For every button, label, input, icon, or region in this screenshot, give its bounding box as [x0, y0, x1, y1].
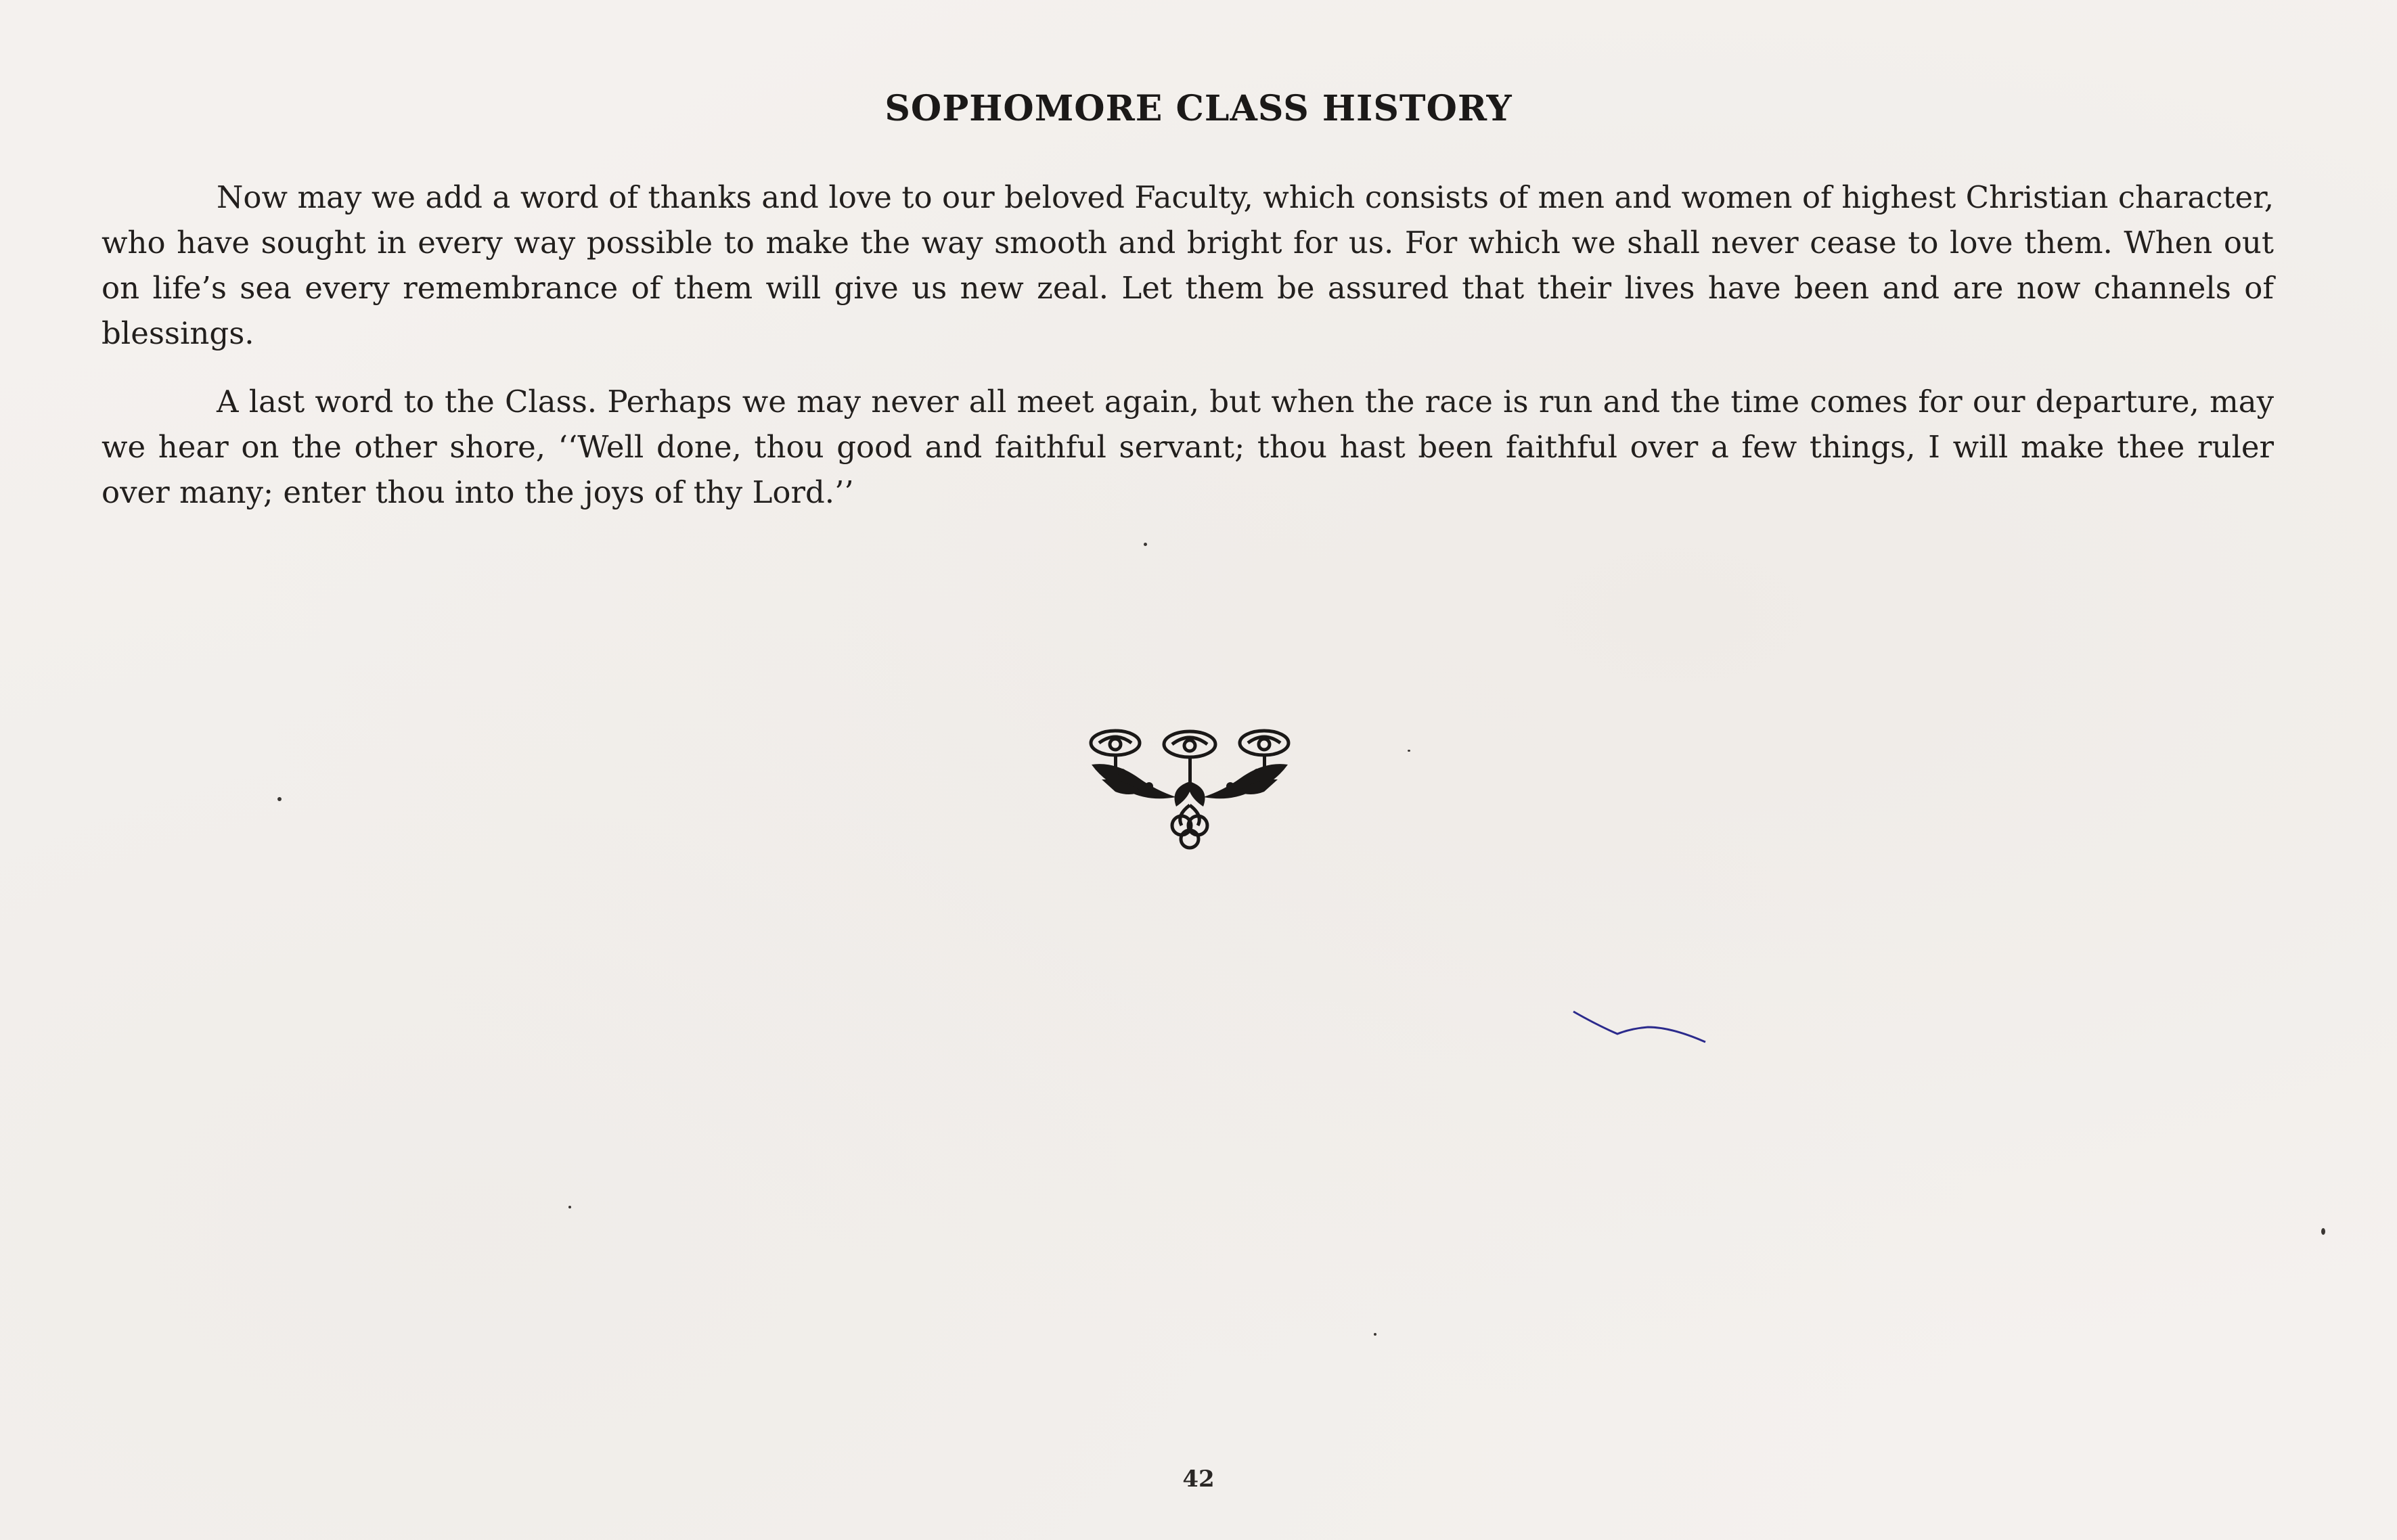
paper-speck	[1408, 750, 1410, 752]
floral-ornament-icon	[1075, 724, 1305, 853]
paper-speck	[2321, 1228, 2325, 1235]
paper-speck	[1374, 1333, 1376, 1336]
paper-speck	[568, 1206, 571, 1208]
paragraph-faculty: Now may we add a word of thanks and love to our beloved Faculty, which consists of men and women of highest Christian character, who have sought in every way possible to make the way smooth and bright for us. For which we shall never cease to love them. When out on life’s sea every remembrance of them will give us new zeal. Let them be assured that their lives have been and are now channels of blessings.	[102, 179, 2274, 351]
paper-speck	[277, 797, 282, 801]
page-title: SOPHOMORE CLASS HISTORY	[884, 88, 1513, 129]
paper-speck	[1144, 543, 1147, 546]
pen-mark	[1570, 1008, 1746, 1049]
body-text	[102, 175, 2274, 538]
paragraph-class: A last word to the Class. Perhaps we may never all meet again, but when the race is run and the time comes for our departure, may we hear on the other shore, ‘‘Well done, thou good and faithful servant; thou hast been faithful over a few things, I will make thee ruler over many; enter thou into the joys of thy Lord.’’	[102, 384, 2274, 510]
page-number: 42	[1182, 1466, 1215, 1493]
